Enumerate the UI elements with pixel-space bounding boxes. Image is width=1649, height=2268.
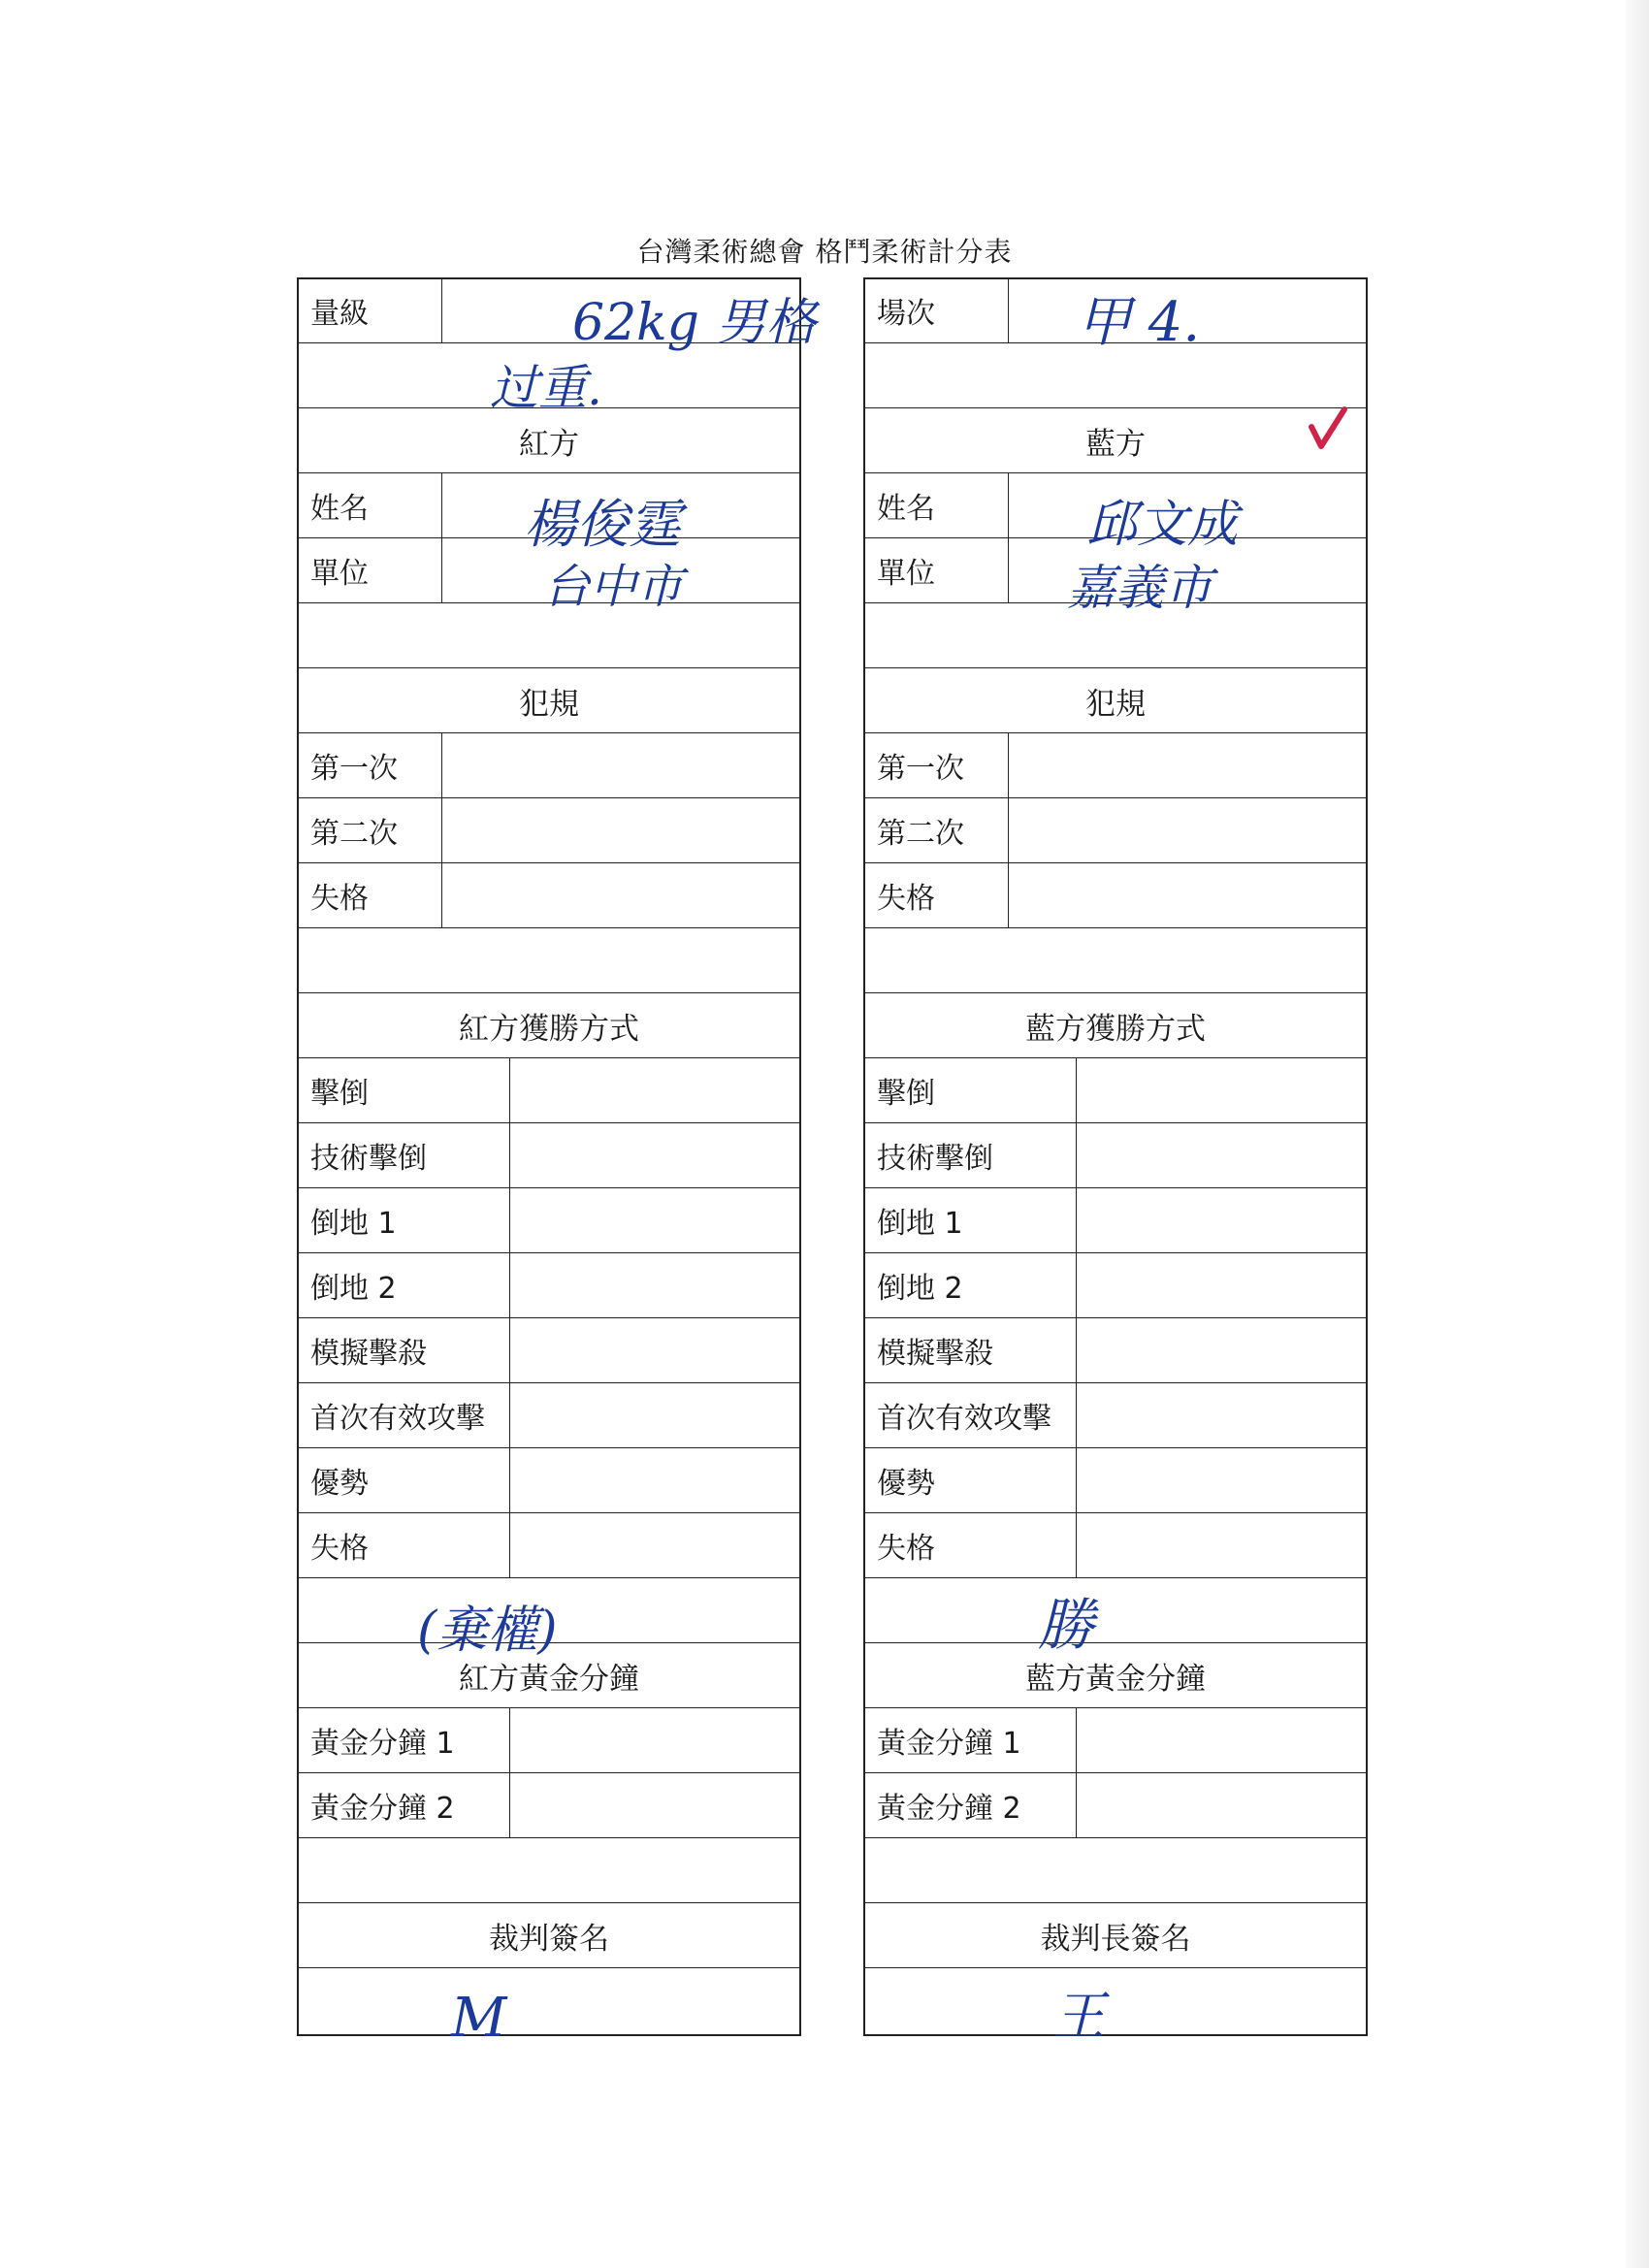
red-win-row-value-cell[interactable] [510, 1513, 801, 1577]
red-foul-row-label: 第一次 [297, 733, 442, 797]
blue-sign-row [863, 1967, 1368, 2032]
red-win-row-label: 技術擊倒 [297, 1123, 510, 1187]
red-name-row-label: 姓名 [297, 473, 442, 537]
red-win-header-text: 紅方獲勝方式 [459, 1011, 639, 1047]
blue-name-row-label: 姓名 [863, 473, 1009, 537]
red-win-row-label: 擊倒 [297, 1058, 510, 1122]
blue-fouls-header [863, 667, 1368, 732]
red-win-row-value-cell[interactable] [510, 1188, 801, 1252]
referee-signature: M [451, 1987, 507, 2050]
blue-win-row [863, 1252, 1368, 1317]
blue-golden-row-label: 黃金分鐘 2 [863, 1773, 1077, 1837]
red-foul-row [297, 862, 801, 927]
blue-win-row-value-cell[interactable] [1077, 1383, 1368, 1447]
red-fouls-header [297, 667, 801, 732]
blue-foul-row [863, 862, 1368, 927]
red-foul-row-label: 失格 [297, 863, 442, 927]
blue-win-row-label: 倒地 2 [863, 1253, 1077, 1317]
blue-win-row [863, 1187, 1368, 1252]
check-mark-icon [1308, 405, 1348, 454]
red-win-row [297, 1122, 801, 1187]
red-header-text: 紅方 [519, 426, 579, 462]
red-foul-row [297, 732, 801, 797]
blue-golden-row-value-cell[interactable] [1077, 1773, 1368, 1837]
blue-win-row-value-cell[interactable] [1077, 1188, 1368, 1252]
red-foul-row-value-cell[interactable] [442, 863, 801, 927]
blue-spacer-3 [863, 1837, 1368, 1902]
red-win-row-value-cell[interactable] [510, 1123, 801, 1187]
blue-win-row [863, 1122, 1368, 1187]
red-unit-value: 台中市 [543, 560, 684, 614]
red-spacer-3 [297, 1837, 801, 1902]
blue-golden-row-value-cell[interactable] [1077, 1708, 1368, 1772]
red-win-row-value-cell[interactable] [510, 1448, 801, 1512]
red-foul-row-value-cell[interactable] [442, 798, 801, 862]
blue-win-row-value-cell[interactable] [1077, 1253, 1368, 1317]
blue-foul-row [863, 797, 1368, 862]
red-win-row-label: 失格 [297, 1513, 510, 1577]
red-golden-row-value-cell[interactable] [510, 1773, 801, 1837]
blue-win-row [863, 1512, 1368, 1577]
blue-win-row-value-cell[interactable] [1077, 1318, 1368, 1382]
red-win-row-value-cell[interactable] [510, 1383, 801, 1447]
red-foul-row-value-cell[interactable] [442, 733, 801, 797]
red-sign-header-text: 裁判簽名 [489, 1921, 609, 1957]
red-win-row-value-cell[interactable] [510, 1253, 801, 1317]
blue-win-row-label: 擊倒 [863, 1058, 1077, 1122]
blue-win-row-value-cell[interactable] [1077, 1058, 1368, 1122]
blue-win-row-label: 技術擊倒 [863, 1123, 1077, 1187]
blue-win-note-row [863, 1577, 1368, 1642]
blue-golden-header [863, 1642, 1368, 1707]
red-golden-row [297, 1707, 801, 1772]
red-win-row-value-cell[interactable] [510, 1058, 801, 1122]
blue-name-value: 邱文成 [1086, 496, 1239, 554]
red-win-row-value-cell[interactable] [510, 1318, 801, 1382]
red-win-row [297, 1382, 801, 1447]
red-win-row-label: 倒地 2 [297, 1253, 510, 1317]
blue-win-row-label: 失格 [863, 1513, 1077, 1577]
blue-unit-value: 嘉義市 [1067, 560, 1212, 616]
red-win-row [297, 1057, 801, 1122]
blue-golden-header-text: 藍方黃金分鐘 [1025, 1661, 1206, 1697]
red-foul-row-label: 第二次 [297, 798, 442, 862]
blue-win-row [863, 1317, 1368, 1382]
blue-sign-header [863, 1902, 1368, 1967]
red-golden-row-label: 黃金分鐘 2 [297, 1773, 510, 1837]
blue-foul-row-label: 第二次 [863, 798, 1009, 862]
red-sign-row [297, 1967, 801, 2032]
blue-spacer-2 [863, 927, 1368, 992]
red-fouls-header-text: 犯規 [519, 686, 579, 722]
blue-golden-row-label: 黃金分鐘 1 [863, 1708, 1077, 1772]
red-win-row-label: 首次有效攻擊 [297, 1383, 510, 1447]
red-win-row [297, 1187, 801, 1252]
blue-foul-row-label: 第一次 [863, 733, 1009, 797]
red-unit-row-label: 單位 [297, 538, 442, 602]
blue-sign-header-text: 裁判長簽名 [1040, 1921, 1191, 1957]
blue-win-row-label: 模擬擊殺 [863, 1318, 1077, 1382]
blue-foul-row [863, 732, 1368, 797]
blue-foul-row-value-cell[interactable] [1009, 863, 1368, 927]
red-win-row-label: 模擬擊殺 [297, 1318, 510, 1382]
blue-win-row [863, 1447, 1368, 1512]
blue-foul-row-label: 失格 [863, 863, 1009, 927]
red-sign-header [297, 1902, 801, 1967]
blue-win-row-label: 倒地 1 [863, 1188, 1077, 1252]
weight-row-label: 量級 [297, 277, 442, 342]
red-win-row [297, 1317, 801, 1382]
match-value: 甲 4. [1077, 291, 1201, 354]
red-win-note: (棄權) [417, 1602, 558, 1660]
red-golden-row-label: 黃金分鐘 1 [297, 1708, 510, 1772]
red-win-row [297, 1252, 801, 1317]
scan-edge [1626, 0, 1649, 2268]
weight-value: 62kg 男格 [572, 294, 817, 352]
red-golden-row-value-cell[interactable] [510, 1708, 801, 1772]
blue-win-note: 勝 [1038, 1592, 1095, 1658]
blue-foul-row-value-cell[interactable] [1009, 798, 1368, 862]
blue-win-header [863, 992, 1368, 1057]
blue-golden-row [863, 1707, 1368, 1772]
blue-unit-row-label: 單位 [863, 538, 1009, 602]
red-win-row [297, 1512, 801, 1577]
red-win-row-label: 優勢 [297, 1448, 510, 1512]
match-row-label: 場次 [863, 277, 1009, 342]
blue-win-row-value-cell[interactable] [1077, 1448, 1368, 1512]
chief-referee-signature: 王 [1052, 1986, 1105, 2047]
form-title: 台灣柔術總會 格鬥柔術計分表 [636, 236, 1013, 268]
red-name-value: 楊俊霆 [524, 494, 681, 555]
blue-win-header-text: 藍方獲勝方式 [1025, 1011, 1206, 1047]
blue-win-row [863, 1382, 1368, 1447]
red-spacer-2 [297, 927, 801, 992]
red-win-header [297, 992, 801, 1057]
red-win-row-label: 倒地 1 [297, 1188, 510, 1252]
blue-win-row-value-cell[interactable] [1077, 1513, 1368, 1577]
blue-fouls-header-text: 犯規 [1085, 686, 1146, 722]
red-golden-header-text: 紅方黃金分鐘 [459, 1661, 639, 1697]
red-golden-row [297, 1772, 801, 1837]
red-foul-row [297, 797, 801, 862]
blue-foul-row-value-cell[interactable] [1009, 733, 1368, 797]
blue-win-row-label: 優勢 [863, 1448, 1077, 1512]
blue-header-text: 藍方 [1085, 426, 1146, 462]
overweight-note: 过重. [490, 360, 602, 416]
red-win-row [297, 1447, 801, 1512]
blue-win-row [863, 1057, 1368, 1122]
blue-win-row-value-cell[interactable] [1077, 1123, 1368, 1187]
blue-win-row-label: 首次有效攻擊 [863, 1383, 1077, 1447]
blue-golden-row [863, 1772, 1368, 1837]
blue-header [863, 407, 1368, 472]
